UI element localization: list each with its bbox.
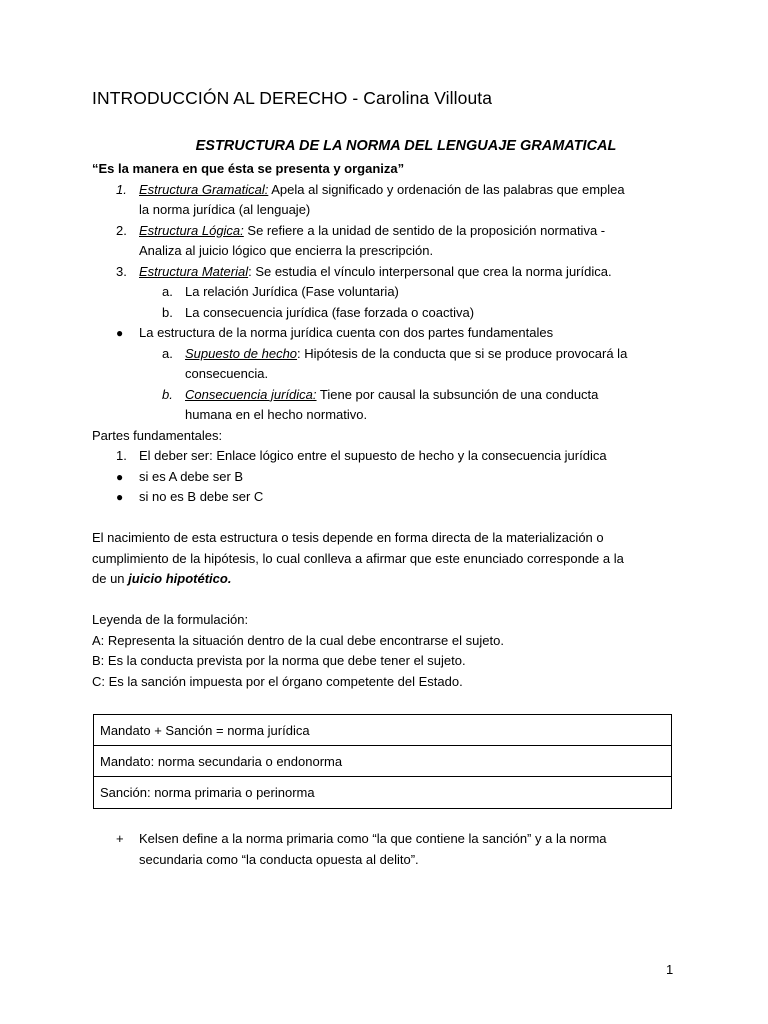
bullet-item [92, 487, 682, 508]
table-row: Mandato: norma secundaria o endonorma [94, 746, 671, 777]
list-continuation: Analiza al juicio lógico que encierra la prescripción. [139, 243, 434, 258]
term: Estructura Lógica: [139, 222, 244, 238]
bullet-marker: ● [116, 490, 124, 504]
plus-marker: + [116, 831, 124, 846]
paragraph-line: cumplimiento de la hipótesis, lo cual conlleva a afirmar que este enunciado corresponde a la [92, 550, 624, 566]
list-item [92, 446, 682, 467]
list-text: Tiene por causal la subsunción de una conducta [316, 386, 599, 402]
term: Supuesto de hecho [185, 345, 298, 361]
sub-list-item [92, 303, 682, 324]
list-text: : Se estudia el vínculo interpersonal que crea la norma jurídica. [248, 263, 612, 279]
legend-heading: Leyenda de la formulación: [92, 612, 249, 627]
list-text: El deber ser: Enlace lógico entre el supuesto de hecho y la consecuencia jurídica [139, 448, 607, 463]
legend-item-a: A: Representa la situación dentro de la cual debe encontrarse el sujeto. [92, 632, 504, 648]
list-text: La consecuencia jurídica (fase forzada o coactiva) [185, 304, 475, 320]
sub-list-item [92, 282, 682, 303]
bullet-marker: ● [116, 469, 124, 484]
list-marker: a. [162, 284, 173, 299]
legend-item-c: C: Es la sanción impuesta por el órgano competente del Estado. [92, 673, 463, 689]
paragraph-line: El nacimiento de esta estructura o tesis depende en forma directa de la materialización o [92, 530, 604, 545]
spacer [92, 590, 682, 611]
bullet-marker: ● [116, 326, 124, 340]
list-marker: 2. [116, 222, 127, 238]
parts-heading: Partes fundamentales: [92, 427, 223, 443]
page-number: 1 [666, 962, 674, 977]
bullet-item [92, 467, 682, 488]
emphasis-term: juicio hipotético. [128, 571, 232, 586]
norm-table [93, 714, 672, 809]
paragraph-line [92, 569, 682, 590]
bullet-item [92, 323, 682, 344]
list-text: Apela al significado y ordenación de las palabras que emplea [268, 181, 625, 197]
list-text: : Hipótesis de la conducta que si se produce provocará la [297, 345, 628, 361]
list-continuation: consecuencia. [185, 366, 269, 381]
sub-list-item [92, 385, 682, 406]
kelsen-note [92, 828, 682, 870]
list-marker: b. [162, 386, 173, 402]
term: Estructura Material [139, 263, 249, 279]
term: Estructura Gramatical: [139, 181, 269, 197]
list-text: si es A debe ser B [139, 468, 244, 484]
table-row: Sanción: norma primaria o perinorma [100, 785, 315, 800]
table-row: Mandato + Sanción = norma jurídica [94, 715, 671, 746]
list-text: Se refiere a la unidad de sentido de la proposición normativa - [243, 222, 606, 238]
document-body [92, 159, 682, 692]
list-text: si no es B debe ser C [139, 489, 264, 504]
list-continuation: humana en el hecho normativo. [185, 407, 368, 422]
list-marker: 3. [116, 263, 127, 279]
list-text: La estructura de la norma jurídica cuenta con dos partes fundamentales [139, 325, 554, 340]
list-marker: b. [162, 304, 173, 320]
sub-list-item [92, 344, 682, 365]
list-item [92, 262, 682, 283]
paragraph-text: de un [92, 571, 129, 586]
legend-item-b: B: Es la conducta prevista por la norma que debe tener el sujeto. [92, 653, 466, 668]
list-text: La relación Jurídica (Fase voluntaria) [185, 284, 399, 299]
list-item [92, 180, 682, 201]
list-text: Kelsen define a la norma primaria como “la que contiene la sanción” y a la norma [139, 831, 607, 846]
plus-item [92, 828, 682, 849]
term: Consecuencia jurídica: [185, 386, 317, 402]
document-title: ESTRUCTURA DE LA NORMA DEL LENGUAJE GRAMATICAL [195, 138, 617, 154]
list-marker: 1. [116, 448, 127, 463]
list-continuation: la norma jurídica (al lenguaje) [139, 202, 311, 217]
spacer [92, 508, 682, 529]
document-header: INTRODUCCIÓN AL DERECHO - Carolina Villouta [92, 88, 493, 108]
list-marker: a. [162, 345, 173, 361]
list-marker: 1. [116, 181, 127, 197]
quote-line: “Es la manera en que ésta se presenta y organiza” [92, 161, 405, 176]
list-continuation: secundaria como “la conducta opuesta al delito”. [139, 852, 419, 867]
list-item [92, 221, 682, 242]
